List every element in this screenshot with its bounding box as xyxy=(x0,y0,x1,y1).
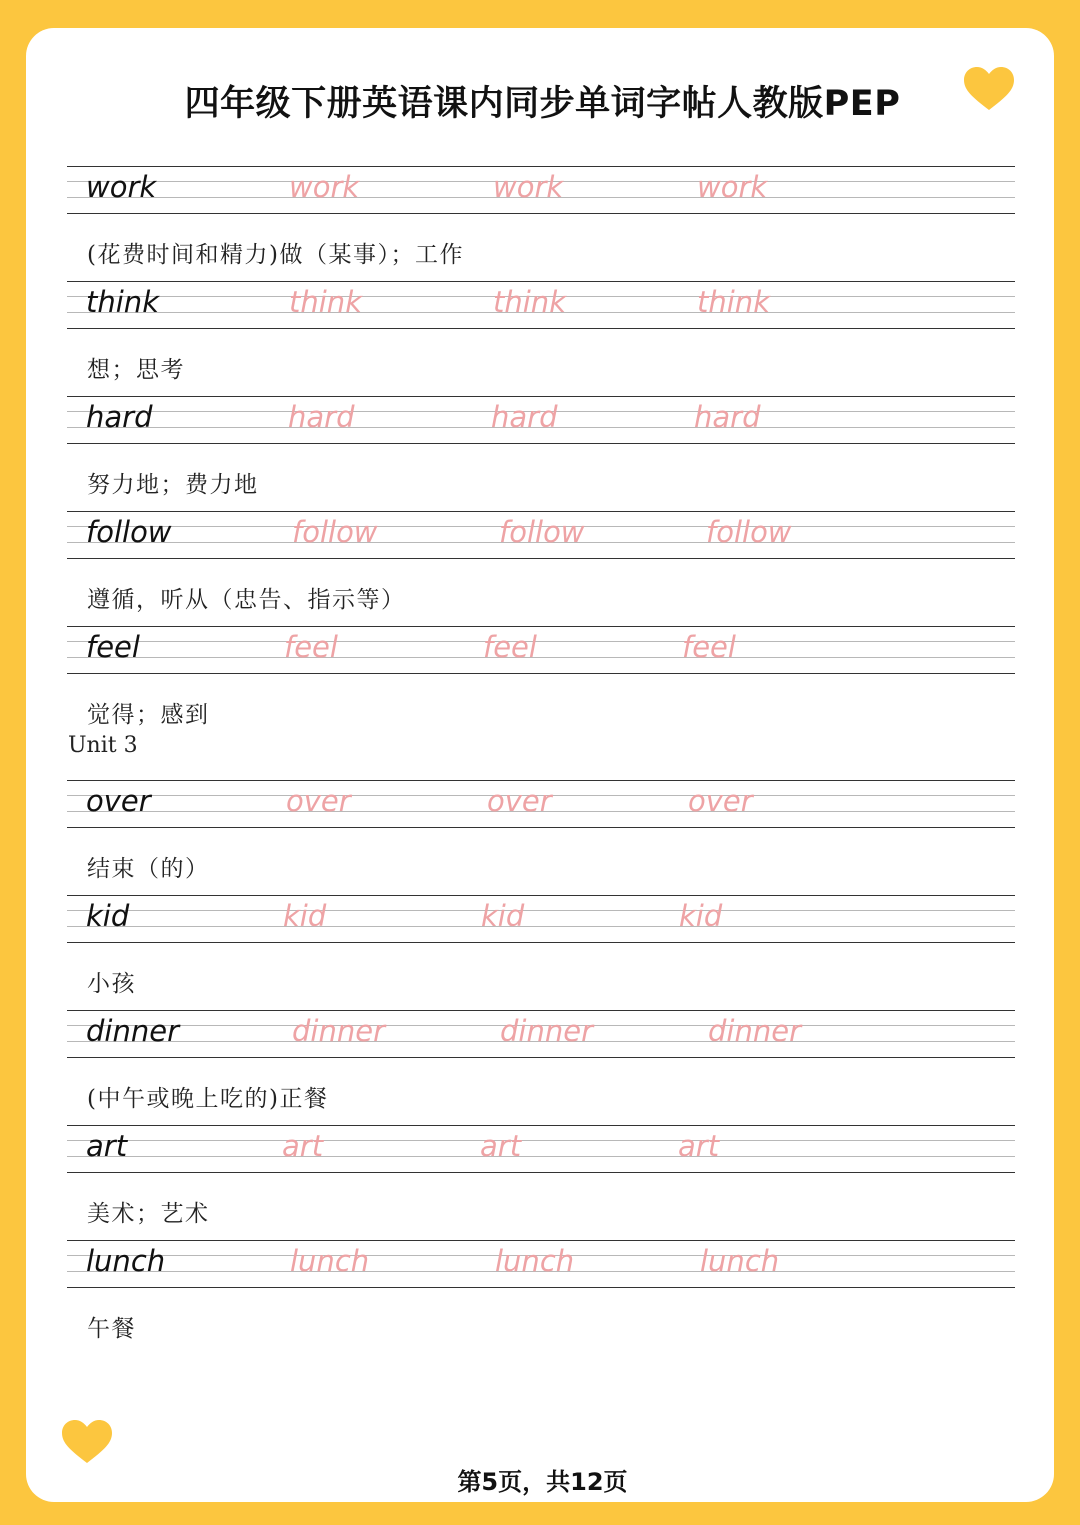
writing-row xyxy=(67,895,1015,943)
trace-word: lunch xyxy=(495,1244,575,1278)
trace-word: work xyxy=(493,170,564,204)
trace-word: feel xyxy=(483,630,537,664)
trace-word: kid xyxy=(679,899,723,933)
ruled-line xyxy=(67,641,1015,642)
trace-word: dinner xyxy=(292,1014,385,1048)
ruled-line xyxy=(67,1140,1015,1141)
trace-word: follow xyxy=(706,515,792,549)
trace-word: kid xyxy=(283,899,327,933)
trace-word: work xyxy=(697,170,768,204)
trace-word: over xyxy=(487,784,552,818)
vocab-word: follow xyxy=(86,515,172,549)
ruled-line xyxy=(67,942,1015,943)
trace-word: art xyxy=(480,1129,522,1163)
trace-word: hard xyxy=(288,400,355,434)
vocab-word: lunch xyxy=(86,1244,166,1278)
writing-row xyxy=(67,166,1015,214)
word-meaning: (花费时间和精力)做（某事）；工作 xyxy=(87,242,464,268)
ruled-line xyxy=(67,626,1015,627)
heart-icon xyxy=(962,66,1016,112)
ruled-line xyxy=(67,895,1015,896)
ruled-line xyxy=(67,396,1015,397)
page-number: 第5页，共12页 xyxy=(457,1468,628,1496)
writing-row xyxy=(67,1010,1015,1058)
word-meaning: 努力地；费力地 xyxy=(87,472,259,498)
trace-word: kid xyxy=(481,899,525,933)
trace-word: lunch xyxy=(290,1244,370,1278)
trace-word: over xyxy=(688,784,753,818)
ruled-line xyxy=(67,673,1015,674)
vocab-word: feel xyxy=(86,630,140,664)
trace-word: hard xyxy=(694,400,761,434)
unit-label: Unit 3 xyxy=(68,733,138,758)
ruled-line xyxy=(67,443,1015,444)
ruled-line xyxy=(67,1057,1015,1058)
trace-word: over xyxy=(286,784,351,818)
ruled-line xyxy=(67,926,1015,927)
writing-row xyxy=(67,281,1015,329)
word-meaning: 想；思考 xyxy=(87,357,185,383)
word-meaning: 午餐 xyxy=(87,1316,136,1342)
writing-row xyxy=(67,1125,1015,1173)
ruled-line xyxy=(67,166,1015,167)
ruled-line xyxy=(67,1125,1015,1126)
ruled-line xyxy=(67,827,1015,828)
trace-word: work xyxy=(289,170,360,204)
ruled-line xyxy=(67,657,1015,658)
word-meaning: (中午或晚上吃的)正餐 xyxy=(87,1086,329,1112)
word-meaning: 美术；艺术 xyxy=(87,1201,210,1227)
trace-word: think xyxy=(289,285,362,319)
vocab-word: over xyxy=(86,784,151,818)
ruled-line xyxy=(67,1287,1015,1288)
trace-word: feel xyxy=(284,630,338,664)
trace-word: follow xyxy=(292,515,378,549)
ruled-line xyxy=(67,780,1015,781)
ruled-line xyxy=(67,511,1015,512)
word-meaning: 小孩 xyxy=(87,971,136,997)
vocab-word: kid xyxy=(86,899,130,933)
vocab-word: work xyxy=(86,170,157,204)
vocab-word: hard xyxy=(86,400,153,434)
trace-word: think xyxy=(697,285,770,319)
ruled-line xyxy=(67,910,1015,911)
writing-row xyxy=(67,780,1015,828)
trace-word: art xyxy=(282,1129,324,1163)
ruled-line xyxy=(67,1156,1015,1157)
word-meaning: 结束（的） xyxy=(87,856,210,882)
vocab-word: art xyxy=(86,1129,128,1163)
writing-row xyxy=(67,626,1015,674)
ruled-line xyxy=(67,558,1015,559)
vocab-word: dinner xyxy=(86,1014,179,1048)
ruled-line xyxy=(67,213,1015,214)
trace-word: think xyxy=(493,285,566,319)
writing-row xyxy=(67,511,1015,559)
trace-word: hard xyxy=(491,400,558,434)
trace-word: dinner xyxy=(500,1014,593,1048)
ruled-line xyxy=(67,1240,1015,1241)
ruled-line xyxy=(67,328,1015,329)
word-meaning: 遵循，听从（忠告、指示等） xyxy=(87,587,406,613)
ruled-line xyxy=(67,1172,1015,1173)
word-meaning: 觉得；感到 xyxy=(87,702,210,728)
ruled-line xyxy=(67,281,1015,282)
trace-word: follow xyxy=(499,515,585,549)
trace-word: art xyxy=(678,1129,720,1163)
vocab-word: think xyxy=(86,285,159,319)
trace-word: feel xyxy=(682,630,736,664)
trace-word: dinner xyxy=(708,1014,801,1048)
writing-row xyxy=(67,1240,1015,1288)
page-title: 四年级下册英语课内同步单词字帖人教版PEP xyxy=(184,84,901,124)
ruled-line xyxy=(67,1010,1015,1011)
trace-word: lunch xyxy=(700,1244,780,1278)
writing-row xyxy=(67,396,1015,444)
heart-icon xyxy=(60,1419,114,1465)
